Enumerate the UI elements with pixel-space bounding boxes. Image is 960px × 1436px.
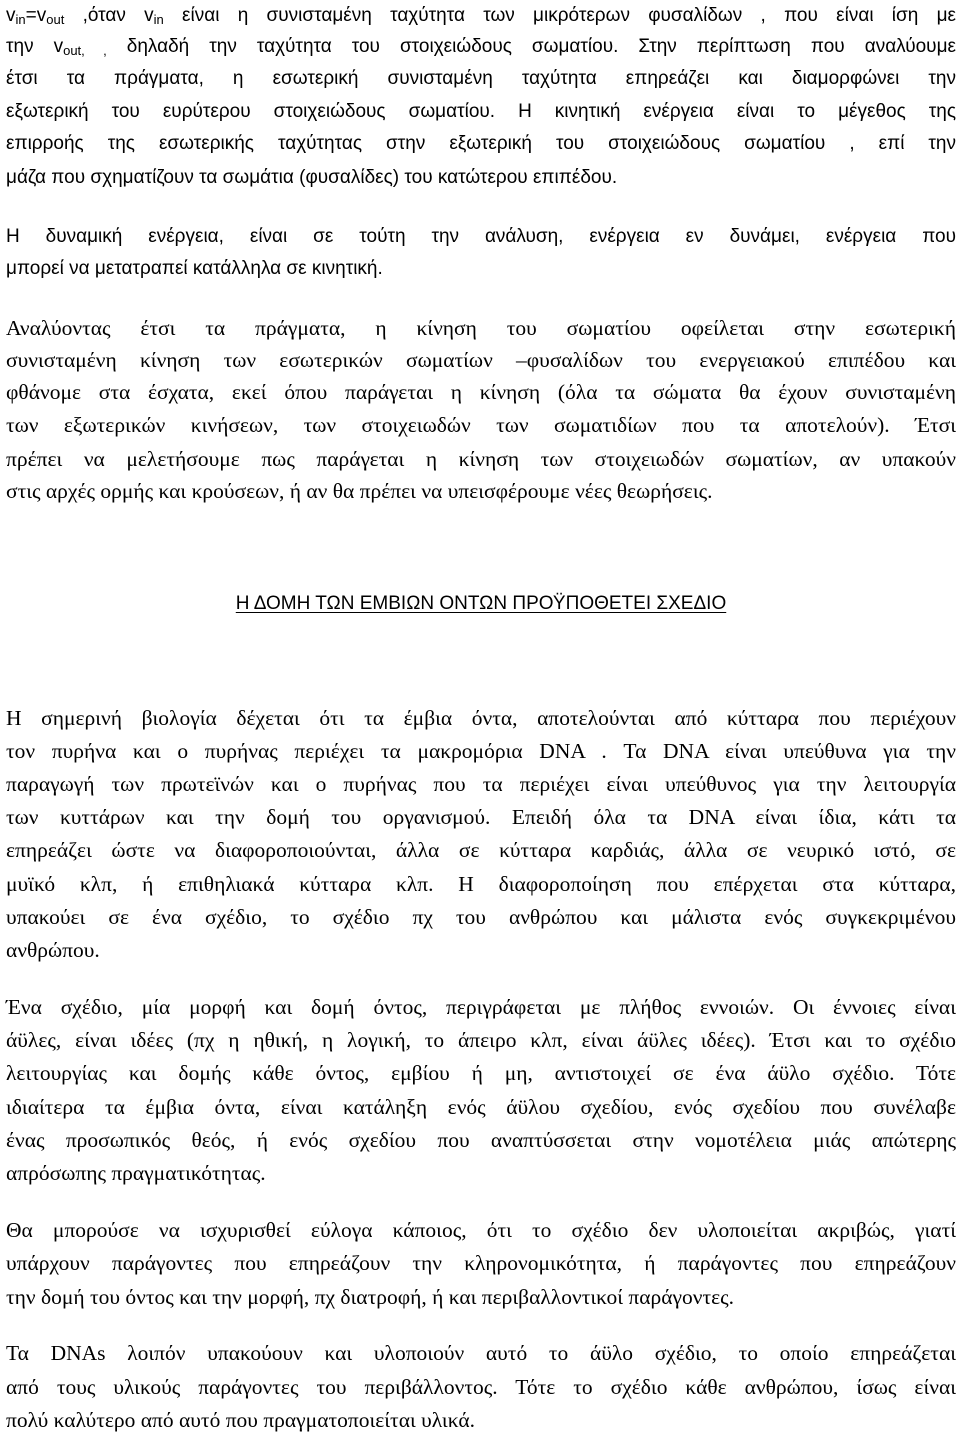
text-line: Ένα σχέδιο, μία μορφή και δομή όντος, περιγράφεται με πλήθος εννοιών. Οι έννοιες είναι xyxy=(6,995,956,1019)
text-line: Η δυναμική ενέργεια, είναι σε τούτη την ανάλυση, ενέργεια εν δυνάμει, ενέργεια που xyxy=(6,226,956,247)
text-line: υπακούει σε ένα σχέδιο, το σχέδιο πχ του ανθρώπου και μάλιστα ενός συγκεκριμένου xyxy=(6,905,956,929)
text-line: τον πυρήνα και ο πυρήνας περιέχει τα μακρομόρια DNA . Τα DNA είναι υπεύθυνα για την xyxy=(6,739,956,763)
text-line: μυϊκό κλπ, ή επιθηλιακά κύτταρα κλπ. Η διαφοροποίηση που επέρχεται στα κύτταρα, xyxy=(6,872,956,896)
text-line: $v_{in}=v_{out}$ ,όταν $v_{in}$ είναι η συνισταμένη ταχύτητα των μικρότερων φυσαλίδων , που είναι ίση με xyxy=(6,5,956,27)
text-line: συνισταμένη κίνηση των εσωτερικών σωματίων –φυσαλίδων του ενεργειακού επιπέδου και xyxy=(6,348,956,372)
text-line: άϋλες, είναι ιδέες (πχ η ηθική, η λογική, το άπειρο κλπ, είναι άϋλες ιδέες). Έτσι και το σχέδιο xyxy=(6,1028,956,1052)
text-line: απρόσωπης πραγματικότητας. xyxy=(6,1161,266,1185)
text-line: ιδιαίτερα τα έμβια όντα, είναι κατάληξη ενός άϋλου σχεδίου, ενός σχεδίου που συνέλαβε xyxy=(6,1095,956,1119)
text-line: των εξωτερικών κινήσεων, των στοιχειωδών των σωματιδίων που τα αποτελούν). Έτσι xyxy=(6,413,956,437)
text-line: την δομή του όντος και την μορφή, πχ διατροφή, ή και περιβαλλοντικοί παράγοντες. xyxy=(6,1285,735,1309)
text-line: ανθρώπου. xyxy=(6,938,100,962)
text-line: Θα μπορούσε να ισχυρισθεί εύλογα κάποιος, ότι το σχέδιο δεν υλοποιείται ακριβώς, γιατί xyxy=(6,1218,956,1242)
text-line: την $v_{out, ,}$ δηλαδή την ταχύτητα του στοιχειώδους σωματίου. Στην περίπτωση που αναλύουμε xyxy=(6,36,956,58)
text-line: ένας προσωπικός θεός, ή ενός σχεδίου που αναπτύσσεται στην νομοτέλεια μιάς απώτερης xyxy=(6,1128,956,1152)
text-line: των κυττάρων και την δομή του οργανισμού. Επειδή όλα τα DNA είναι ίδια, κάτι τα xyxy=(6,805,956,829)
text-line: έτσι τα πράγματα, η εσωτερική συνισταμένη ταχύτητα επηρεάζει και διαμορφώνει την xyxy=(6,68,956,89)
text-line: Τα DNAs λοιπόν υπακούουν και υλοποιούν αυτό το άϋλο σχέδιο, το οποίο επηρεάζεται xyxy=(6,1341,956,1365)
text-line: μάζα που σχηματίζουν τα σωμάτια (φυσαλίδες) του κατώτερου επιπέδου. xyxy=(6,167,618,188)
text-line: επηρεάζει ώστε να διαφοροποιούνται, άλλα σε κύτταρα καρδιάς, άλλα σε νευρικό ιστό, σε xyxy=(6,838,956,862)
text-line: επιρροής της εσωτερικής ταχύτητας στην εξωτερική του στοιχειώδους σωματίου , επί την xyxy=(6,133,956,154)
text-line: παραγωγή των πρωτεϊνών και ο πυρήνας που τα περιέχει είναι υπεύθυνος για την λειτουργία xyxy=(6,772,956,796)
text-line: Αναλύοντας έτσι τα πράγματα, η κίνηση του σωματίου οφείλεται στην εσωτερική xyxy=(6,316,956,340)
section-heading: Η ΔΟΜΗ ΤΩΝ ΕΜΒΙΩΝ ΟΝΤΩΝ ΠΡΟΫΠΟΘΕΤΕΙ ΣΧΕΔΙΟ xyxy=(235,593,727,614)
text-line: λειτουργίας και δομής κάθε όντος, εμβίου ή μη, αντιστοιχεί σε ένα άϋλο σχέδιο. Τότε xyxy=(6,1061,956,1085)
text-line: από τους υλικούς παράγοντες του περιβάλλοντος. Τότε το σχέδιο κάθε ανθρώπου, ίσως είναι xyxy=(6,1375,956,1399)
text-line: πρέπει να μελετήσουμε πως παράγεται η κίνηση των στοιχειωδών σωματίων, αν υπακούν xyxy=(6,447,956,471)
text-line: εξωτερική του ευρύτερου στοιχειώδους σωματίου. Η κινητική ενέργεια είναι το μέγεθος της xyxy=(6,101,956,122)
text-line: Η σημερινή βιολογία δέχεται ότι τα έμβια όντα, αποτελούνται από κύτταρα που περιέχουν xyxy=(6,706,956,730)
text-line: φθάνομε στα έσχατα, εκεί όπου παράγεται η κίνηση (όλα τα σώματα θα έχουν συνισταμένη xyxy=(6,380,956,404)
text-line: πολύ καλύτερο από αυτό που πραγματοποιείται υλικά. xyxy=(6,1408,475,1432)
text-line: υπάρχουν παράγοντες που επηρεάζουν την κληρονομικότητα, ή παράγοντες που επηρεάζουν xyxy=(6,1251,956,1275)
text-line: μπορεί να μετατραπεί κατάλληλα σε κινητική. xyxy=(6,258,383,279)
text-line: στις αρχές ορμής και κρούσεων, ή αν θα πρέπει να υπεισφέρουμε νέες θεωρήσεις. xyxy=(6,479,713,503)
